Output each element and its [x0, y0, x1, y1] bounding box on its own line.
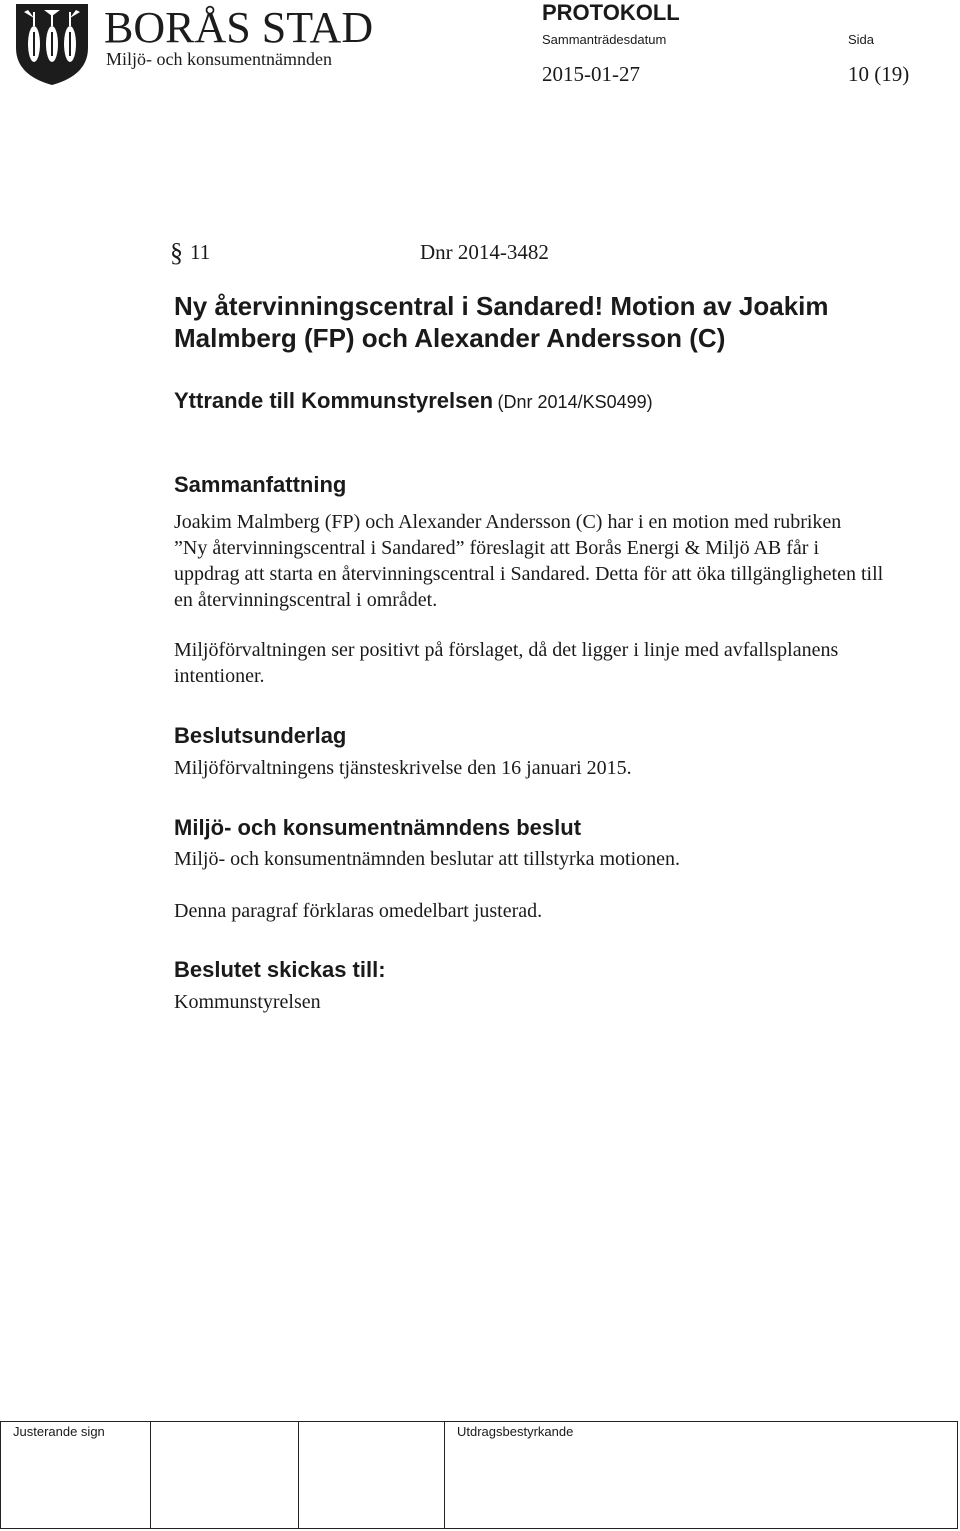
subtitle-reference: (Dnr 2014/KS0499) [497, 392, 653, 412]
summary-line: en återvinningscentral i området. [174, 589, 438, 611]
registration-number: Dnr 2014-3482 [420, 240, 549, 264]
summary-paragraph-1 [174, 509, 954, 613]
basis-text: Miljöförvaltningens tjänsteskrivelse den 16 januari 2015. [174, 757, 632, 779]
page-label: Sida [848, 32, 875, 47]
utdragsbestyrkande-label: Utdragsbestyrkande [457, 1424, 574, 1439]
org-name: BORÅS STAD [104, 3, 374, 52]
sign-cell-1 [1, 1422, 151, 1528]
org-unit: Miljö- och konsumentnämnden [106, 49, 332, 69]
decision-text: Miljö- och konsumentnämnden beslutar att tillstyrka motionen. [174, 848, 681, 870]
sign-cell-3 [299, 1422, 445, 1528]
summary-paragraph-2 [174, 637, 954, 689]
certify-cell [445, 1422, 957, 1528]
sent-to-recipient: Kommunstyrelsen [174, 991, 321, 1013]
section-sign-icon: § [170, 238, 183, 267]
decision-heading: Miljö- och konsumentnämndens beslut [174, 815, 582, 840]
summary-line: uppdrag att starta en återvinningscentral i Sandared. Detta för att öka tillgängligheten till [174, 563, 884, 585]
summary-heading: Sammanfattning [174, 472, 347, 497]
summary-line: Miljöförvaltningen ser positivt på förslaget, då det ligger i linje med avfallsplanens [174, 639, 839, 661]
signature-footer-table [0, 1421, 958, 1529]
section-number: 11 [190, 240, 211, 264]
meeting-date: 2015-01-27 [542, 62, 640, 86]
document-type: PROTOKOLL [542, 0, 680, 25]
basis-heading: Beslutsunderlag [174, 723, 347, 748]
summary-line: ”Ny återvinningscentral i Sandared” föreslagit att Borås Energi & Miljö AB får i [174, 537, 820, 559]
immediate-adjustment-note: Denna paragraf förklaras omedelbart justerad. [174, 900, 543, 922]
summary-line: intentioner. [174, 665, 265, 687]
sent-to-heading: Beslutet skickas till: [174, 957, 386, 982]
summary-line: Joakim Malmberg (FP) och Alexander Andersson (C) har i en motion med rubriken [174, 511, 842, 533]
meeting-date-label: Sammanträdesdatum [542, 32, 667, 47]
justerande-sign-label: Justerande sign [13, 1424, 105, 1439]
borås-stad-coat-of-arms-icon [14, 2, 90, 86]
subtitle-recipient: Yttrande till Kommunstyrelsen [174, 388, 494, 413]
sign-cell-2 [151, 1422, 299, 1528]
item-title-line-1: Ny återvinningscentral i Sandared! Motion av Joakim [174, 291, 829, 321]
item-title-line-2: Malmberg (FP) och Alexander Andersson (C) [174, 323, 726, 353]
item-subtitle [174, 388, 653, 414]
page-number: 10 (19) [848, 62, 910, 86]
